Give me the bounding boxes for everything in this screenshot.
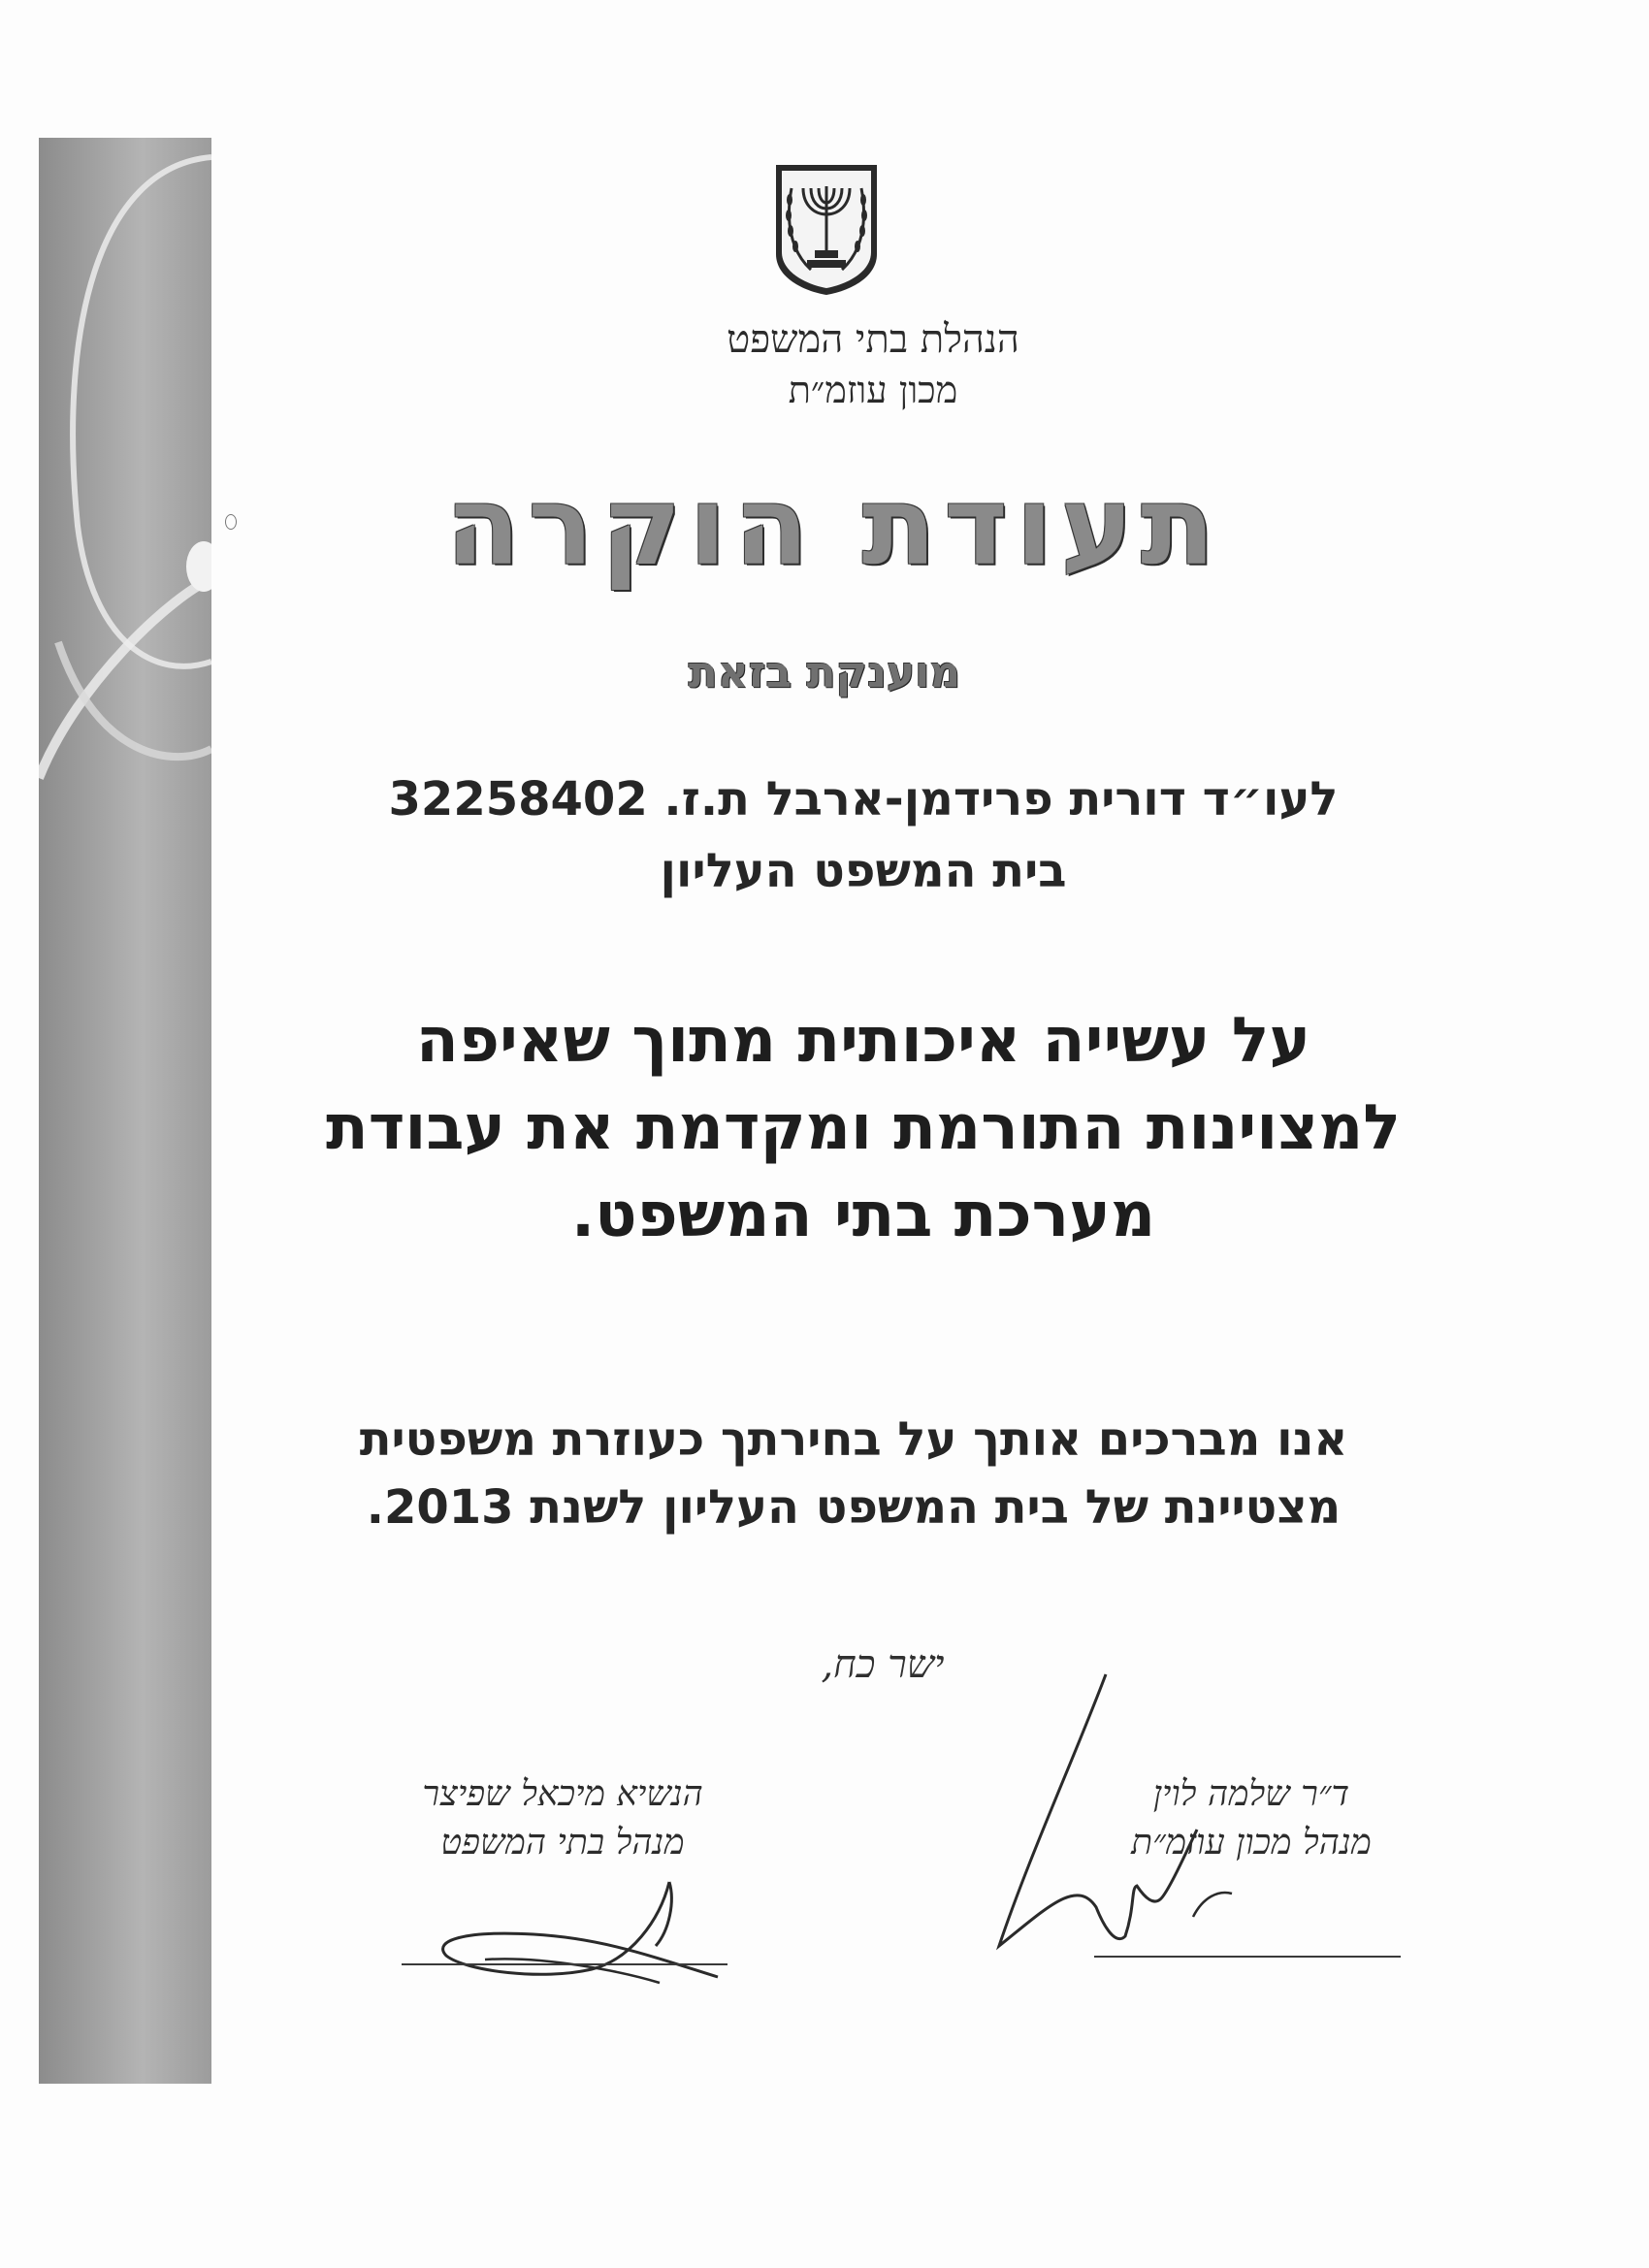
congratulation-line: אנו מברכים אותך על בחירתך כעוזרת משפטית	[359, 1412, 1348, 1467]
citation-line: מערכת בתי המשפט.	[570, 1180, 1156, 1251]
signature-line-right	[1094, 1956, 1401, 1958]
decorative-swoosh	[39, 138, 211, 2084]
recipient-line: לעו״ד דורית פרידמן-ארבל ת.ז. 32258402	[388, 772, 1339, 826]
decorative-dot	[225, 514, 237, 530]
handwritten-signature-right	[989, 1665, 1261, 1956]
handwritten-signature-left	[427, 1863, 737, 1989]
signatory-role: מנהל מכון עוזמ״ת	[1131, 1823, 1372, 1863]
decorative-side-band	[39, 138, 211, 2084]
signatory-role: מנהל בתי המשפט	[440, 1823, 685, 1863]
closing-text: ישר כח,	[821, 1642, 945, 1687]
signatory-name: הנשיא מיכאל שפיצר	[422, 1774, 703, 1814]
issuer-line-institute: מכון עוזמ״ת	[788, 369, 958, 411]
signatory-block-left	[388, 1773, 737, 1870]
issuer-line-courts-administration: הנהלת בתי המשפט	[727, 317, 1019, 362]
signatory-name: ד״ר שלמה לוין	[1152, 1774, 1350, 1814]
state-emblem-menorah-icon	[772, 161, 881, 297]
citation-line: למצוינות התורמת ומקדמת את עבודת	[326, 1092, 1401, 1164]
recipient-court: בית המשפט העליון	[660, 844, 1067, 898]
certificate-title: תעודת הוקרה	[445, 464, 1223, 590]
awarded-text: מוענקת בזאת	[688, 648, 961, 697]
signature-line-left	[402, 1963, 728, 1965]
citation-line: על עשייה איכותית מתוך שאיפה	[415, 1005, 1311, 1077]
congratulation-line: מצטיינת של בית המשפט העליון לשנת 2013.	[366, 1480, 1342, 1535]
